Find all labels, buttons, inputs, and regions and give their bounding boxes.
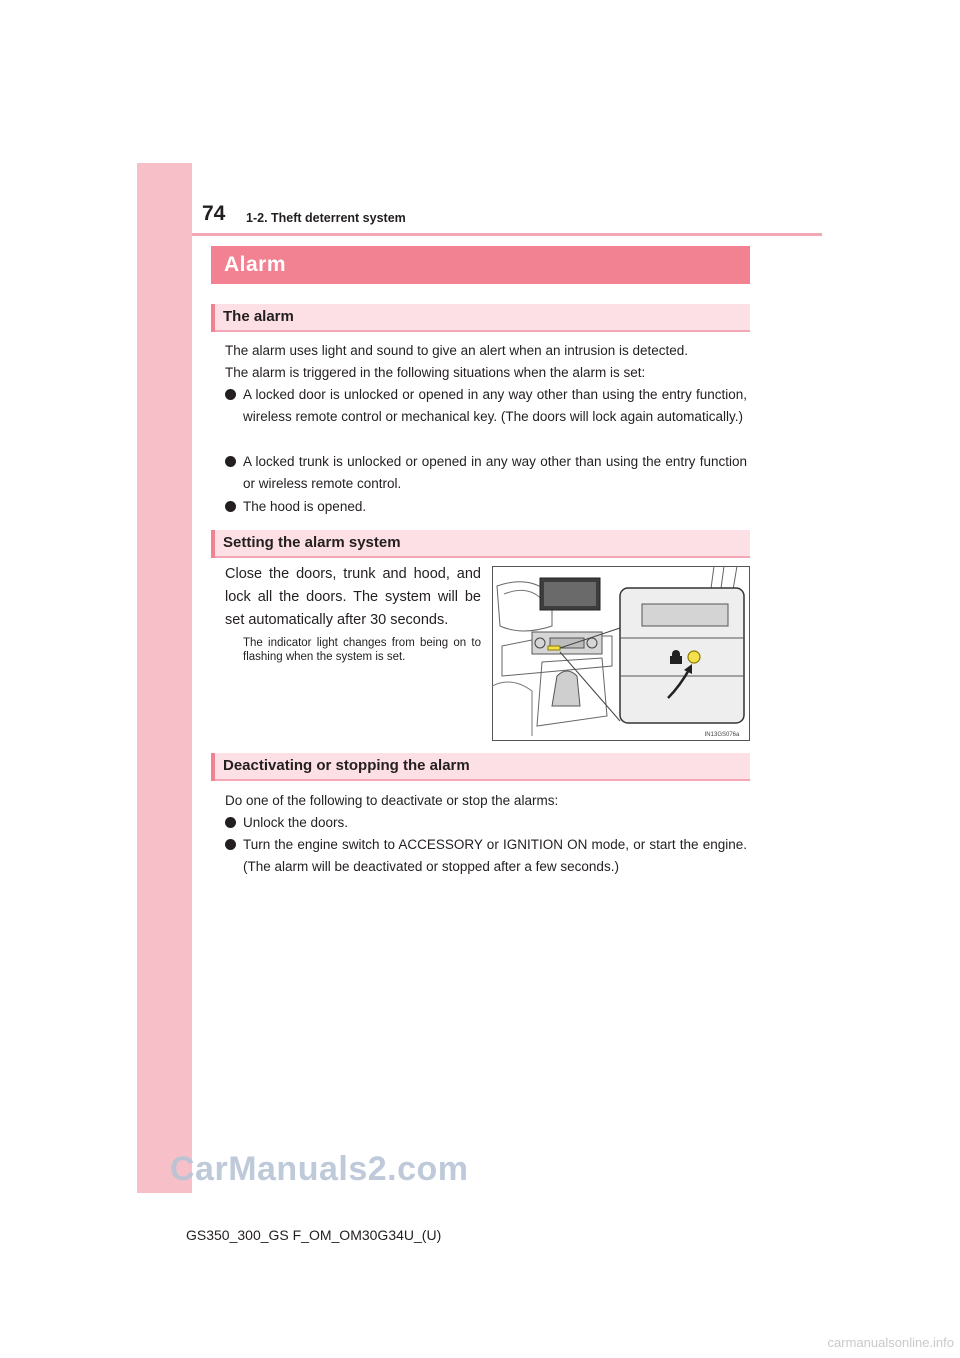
bullet-icon xyxy=(225,456,236,467)
subheading-text: Deactivating or stopping the alarm xyxy=(223,757,470,774)
list-item-text: Unlock the doors. xyxy=(243,815,349,830)
list-item-text: The hood is opened. xyxy=(243,499,367,514)
list-item xyxy=(225,451,747,495)
side-color-band xyxy=(137,163,192,1193)
page-number: 74 xyxy=(202,202,226,225)
list-item xyxy=(225,834,747,878)
bullet-icon xyxy=(225,839,236,850)
subheading-text: The alarm xyxy=(223,308,294,325)
alarm-intro-2: The alarm is triggered in the following situations when the alarm is set: xyxy=(225,365,646,380)
dashboard-illustration-svg xyxy=(492,566,750,741)
list-item-text: A locked door is unlocked or opened in any way other than using the entry function, wireless remote control or mechanical key. (The doors will lock again automatically.) xyxy=(243,387,747,424)
list-item xyxy=(225,496,747,518)
list-item xyxy=(225,812,747,834)
subheading-accent-bar xyxy=(211,530,215,558)
setting-note: The indicator light changes from being on to flashing when the system is set. xyxy=(243,637,481,663)
alarm-intro-1: The alarm uses light and sound to give an alert when an intrusion is detected. xyxy=(225,343,689,358)
dashboard-illustration xyxy=(492,566,750,741)
subheading-text: Setting the alarm system xyxy=(223,534,401,551)
setting-body: Close the doors, trunk and hood, and lock all the doors. The system will be set automatically after 30 seconds. xyxy=(225,566,481,628)
bullet-icon xyxy=(225,817,236,828)
watermark: CarManuals2.com xyxy=(170,1150,469,1188)
deactivate-intro: Do one of the following to deactivate or stop the alarms: xyxy=(225,793,559,808)
header-rule xyxy=(192,233,822,236)
bullet-icon xyxy=(225,501,236,512)
subheading-accent-bar xyxy=(211,753,215,781)
subheading-the-alarm xyxy=(211,304,750,332)
section-title: 1-2. Theft deterrent system xyxy=(246,211,406,225)
figure-code: IN13GS076a xyxy=(704,732,740,738)
list-item-text: Turn the engine switch to ACCESSORY or IGNITION ON mode, or start the engine. (The alarm will be deactivated or stopped after a few seconds.) xyxy=(243,837,747,874)
list-item-text: A locked trunk is unlocked or opened in any way other than using the entry function or wireless remote control. xyxy=(243,454,747,491)
doc-code: GS350_300_GS F_OM_OM30G34U_(U) xyxy=(186,1227,442,1243)
indicator-light-small xyxy=(548,646,560,650)
watermark-secondary: carmanualsonline.info xyxy=(827,1335,954,1350)
subheading-setting-alarm xyxy=(211,530,750,558)
main-heading-text: Alarm xyxy=(224,253,287,276)
subheading-deactivating xyxy=(211,753,750,781)
list-item xyxy=(225,384,747,428)
main-heading xyxy=(211,246,750,284)
bullet-icon xyxy=(225,389,236,400)
subheading-accent-bar xyxy=(211,304,215,332)
indicator-light xyxy=(688,651,700,663)
